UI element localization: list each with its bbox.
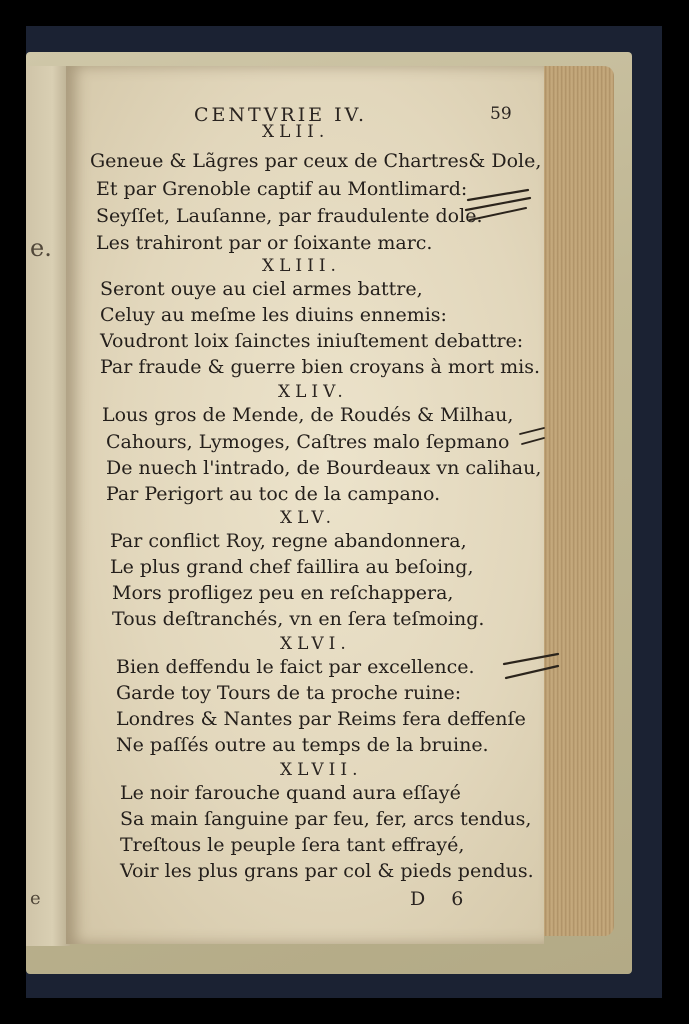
margin-mark <box>464 186 534 226</box>
quatrain-number: XLVI. <box>280 634 351 654</box>
verse-line: Treſtous le peuple ſera tant effrayé, <box>120 834 465 856</box>
book-page <box>66 66 544 944</box>
verse-line: Tous deſtranchés, vn en ſera teſmoing. <box>112 608 485 630</box>
signature-mark: D 6 <box>410 888 474 910</box>
verse-line: Ne paſſés outre au temps de la bruine. <box>116 734 489 756</box>
verse-line: Le noir farouche quand aura eſſayé <box>120 782 461 804</box>
quatrain-number: XLIV. <box>278 382 348 402</box>
verse-line: Cahours, Lymoges, Caſtres malo ſepmano <box>106 431 510 453</box>
page-stack-edge <box>540 66 614 936</box>
verse-line: Garde toy Tours de ta proche ruine: <box>116 682 462 704</box>
quatrain-number: XLIII. <box>262 256 341 276</box>
verse-line: Le plus grand chef faillira au beſoing, <box>110 556 474 578</box>
quatrain-number: XLVII. <box>280 760 363 780</box>
verse-line: Lous gros de Mende, de Roudés & Milhau, <box>102 404 514 426</box>
verse-line: Seront ouye au ciel armes battre, <box>100 278 423 300</box>
verse-line: Celuy au meſme les diuins ennemis: <box>100 304 447 326</box>
verse-line: Mors profligez peu en reſchappera, <box>112 582 454 604</box>
verse-line: Par conflict Roy, regne abandonnera, <box>110 530 467 552</box>
verse-line: Voir les plus grans par col & pieds pendus. <box>120 860 534 882</box>
verse-line: Voudront loix ſainctes iniuſtement debattre: <box>100 330 524 352</box>
running-head: CENTVRIE IV. <box>194 104 368 126</box>
margin-mark <box>502 650 562 686</box>
left-page-edge <box>26 66 70 946</box>
verse-line: Sa main ſanguine par feu, fer, arcs tendus, <box>120 808 532 830</box>
verse-line: De nuech l'intrado, de Bourdeaux vn calihau, <box>106 457 542 479</box>
folio-number: 59 <box>490 104 512 124</box>
verse-line: Par fraude & guerre bien croyans à mort mis. <box>100 356 541 378</box>
verse-line: Londres & Nantes par Reims fera deffenſe <box>116 708 526 730</box>
left-page-fragment: e <box>30 888 41 909</box>
verse-line: Et par Grenoble captif au Montlimard: <box>96 178 468 200</box>
verse-line: Les trahiront par or ſoixante marc. <box>96 232 433 254</box>
margin-mark <box>518 424 548 454</box>
verse-line: Par Perigort au toc de la campano. <box>106 483 441 505</box>
quatrain-number: XLII. <box>262 122 330 142</box>
verse-line: Geneue & Lãgres par ceux de Chartres& Dole, <box>90 150 542 172</box>
quatrain-number: XLV. <box>280 508 337 528</box>
left-page-fragment: e. <box>30 234 52 262</box>
verse-line: Seyſſet, Lauſanne, par fraudulente dole. <box>96 205 483 227</box>
verse-line: Bien deffendu le faict par excellence. <box>116 656 475 678</box>
